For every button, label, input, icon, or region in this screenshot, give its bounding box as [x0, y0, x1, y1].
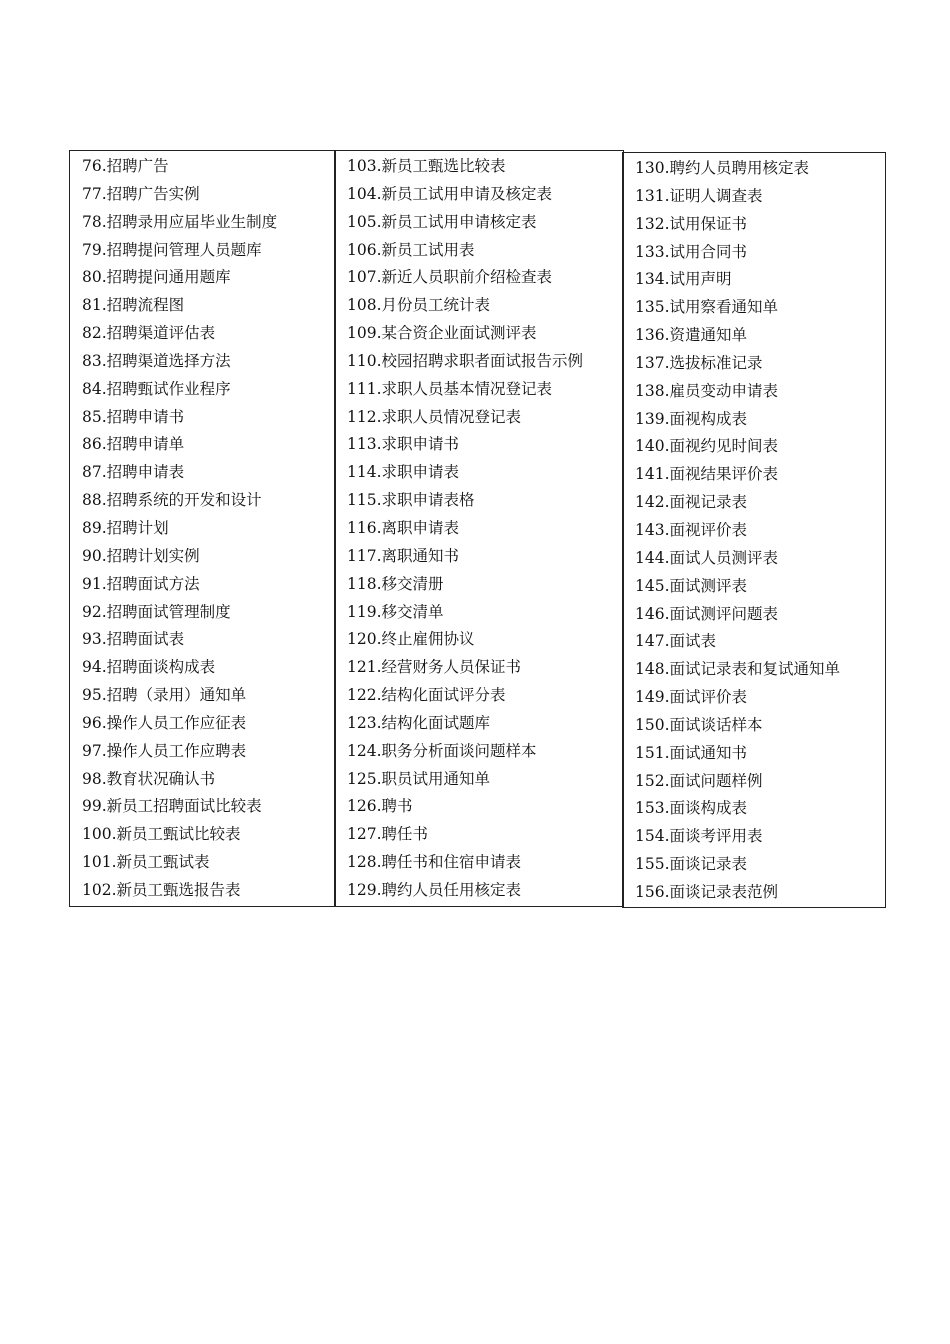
list-item: 156.面谈记录表范例: [635, 882, 779, 901]
list-item: 148.面试记录表和复试通知单: [635, 660, 841, 679]
list-item: 127.聘任书: [347, 825, 429, 844]
list-item: 139.面视构成表: [635, 409, 748, 428]
list-item: 79.招聘提问管理人员题库: [82, 240, 262, 259]
list-item: 100.新员工甄试比较表: [82, 825, 241, 844]
list-item: 78.招聘录用应届毕业生制度: [82, 212, 278, 231]
list-item: 125.职员试用通知单: [347, 769, 491, 788]
list-item: 104.新员工试用申请及核定表: [347, 184, 553, 203]
list-item: 97.操作人员工作应聘表: [82, 741, 247, 760]
list-item: 86.招聘申请单: [82, 435, 185, 454]
list-item: 83.招聘渠道选择方法: [82, 351, 231, 370]
list-item: 99.新员工招聘面试比较表: [82, 797, 262, 816]
list-item: 120.终止雇佣协议: [347, 630, 475, 649]
list-item: 103.新员工甄选比较表: [347, 157, 506, 175]
list-item: 143.面视评价表: [635, 520, 748, 539]
list-item: 129.聘约人员任用核定表: [347, 880, 522, 899]
document-list-column-3: [622, 152, 886, 908]
list-item: 105.新员工试用申请核定表: [347, 212, 537, 231]
list-item: 130.聘约人员聘用核定表: [635, 159, 810, 177]
list-item: 98.教育状况确认书: [82, 769, 216, 788]
list-item: 76.招聘广告: [82, 157, 169, 175]
list-item: 112.求职人员情况登记表: [347, 407, 522, 426]
list-item: 132.试用保证书: [635, 214, 748, 233]
list-item: 146.面试测评问题表: [635, 604, 779, 623]
list-item: 144.面试人员测评表: [635, 548, 779, 567]
list-item: 145.面试测评表: [635, 576, 748, 595]
document-list-column-2: [334, 150, 624, 907]
list-item: 142.面视记录表: [635, 493, 748, 512]
document-list: [335, 151, 623, 905]
list-item: 96.操作人员工作应征表: [82, 713, 247, 732]
list-item: 109.某合资企业面试测评表: [347, 324, 537, 343]
list-item: 82.招聘渠道评估表: [82, 324, 216, 343]
list-item: 93.招聘面试表: [82, 630, 185, 649]
list-item: 90.招聘计划实例: [82, 546, 200, 565]
list-item: 114.求职申请表: [347, 463, 460, 482]
list-item: 101.新员工甄试表: [82, 853, 210, 872]
list-item: 115.求职申请表格: [347, 491, 475, 510]
list-item: 126.聘书: [347, 797, 413, 816]
list-item: 153.面谈构成表: [635, 799, 748, 818]
list-item: 131.证明人调查表: [635, 186, 763, 205]
list-item: 92.招聘面试管理制度: [82, 602, 231, 621]
list-item: 89.招聘计划: [82, 518, 169, 537]
list-item: 118.移交清册: [347, 574, 444, 593]
list-item: 102.新员工甄选报告表: [82, 880, 241, 899]
list-item: 128.聘任书和住宿申请表: [347, 853, 522, 872]
list-item: 141.面视结果评价表: [635, 465, 779, 484]
list-item: 81.招聘流程图: [82, 296, 185, 315]
list-item: 80.招聘提问通用题库: [82, 268, 231, 287]
list-item: 151.面试通知书: [635, 743, 748, 762]
document-list-column-1: [69, 150, 336, 907]
list-item: 110.校园招聘求职者面试报告示例: [347, 351, 584, 370]
list-item: 149.面试评价表: [635, 688, 748, 707]
list-item: 106.新员工试用表: [347, 240, 475, 259]
list-item: 107.新近人员职前介绍检查表: [347, 268, 553, 287]
list-item: 94.招聘面谈构成表: [82, 658, 216, 677]
list-item: 123.结构化面试题库: [347, 713, 491, 732]
list-item: 121.经营财务人员保证书: [347, 658, 522, 677]
list-item: 116.离职申请表: [347, 518, 460, 537]
list-item: 137.选拔标准记录: [635, 353, 763, 372]
list-item: 136.资遣通知单: [635, 326, 748, 345]
list-item: 108.月份员工统计表: [347, 296, 491, 315]
list-item: 135.试用察看通知单: [635, 298, 779, 317]
document-list: [623, 153, 885, 907]
list-item: 150.面试谈话样本: [635, 715, 763, 734]
list-item: 152.面试问题样例: [635, 771, 763, 790]
list-item: 91.招聘面试方法: [82, 574, 200, 593]
list-item: 122.结构化面试评分表: [347, 686, 506, 705]
list-item: 124.职务分析面谈问题样本: [347, 741, 537, 760]
list-item: 134.试用声明: [635, 270, 732, 289]
list-item: 84.招聘甄试作业程序: [82, 379, 231, 398]
list-item: 154.面谈考评用表: [635, 827, 763, 846]
document-list: [70, 151, 335, 905]
list-item: 138.雇员变动申请表: [635, 381, 779, 400]
list-item: 113.求职申请书: [347, 435, 460, 454]
list-item: 119.移交清单: [347, 602, 444, 621]
list-item: 111.求职人员基本情况登记表: [347, 379, 553, 398]
list-item: 87.招聘申请表: [82, 463, 185, 482]
list-item: 95.招聘（录用）通知单: [82, 686, 247, 705]
list-item: 77.招聘广告实例: [82, 184, 200, 203]
list-item: 140.面视约见时间表: [635, 437, 779, 456]
list-item: 155.面谈记录表: [635, 855, 748, 874]
list-item: 88.招聘系统的开发和设计: [82, 491, 262, 510]
list-item: 147.面试表: [635, 632, 717, 651]
list-item: 117.离职通知书: [347, 546, 460, 565]
list-item: 133.试用合同书: [635, 242, 748, 261]
list-item: 85.招聘申请书: [82, 407, 185, 426]
